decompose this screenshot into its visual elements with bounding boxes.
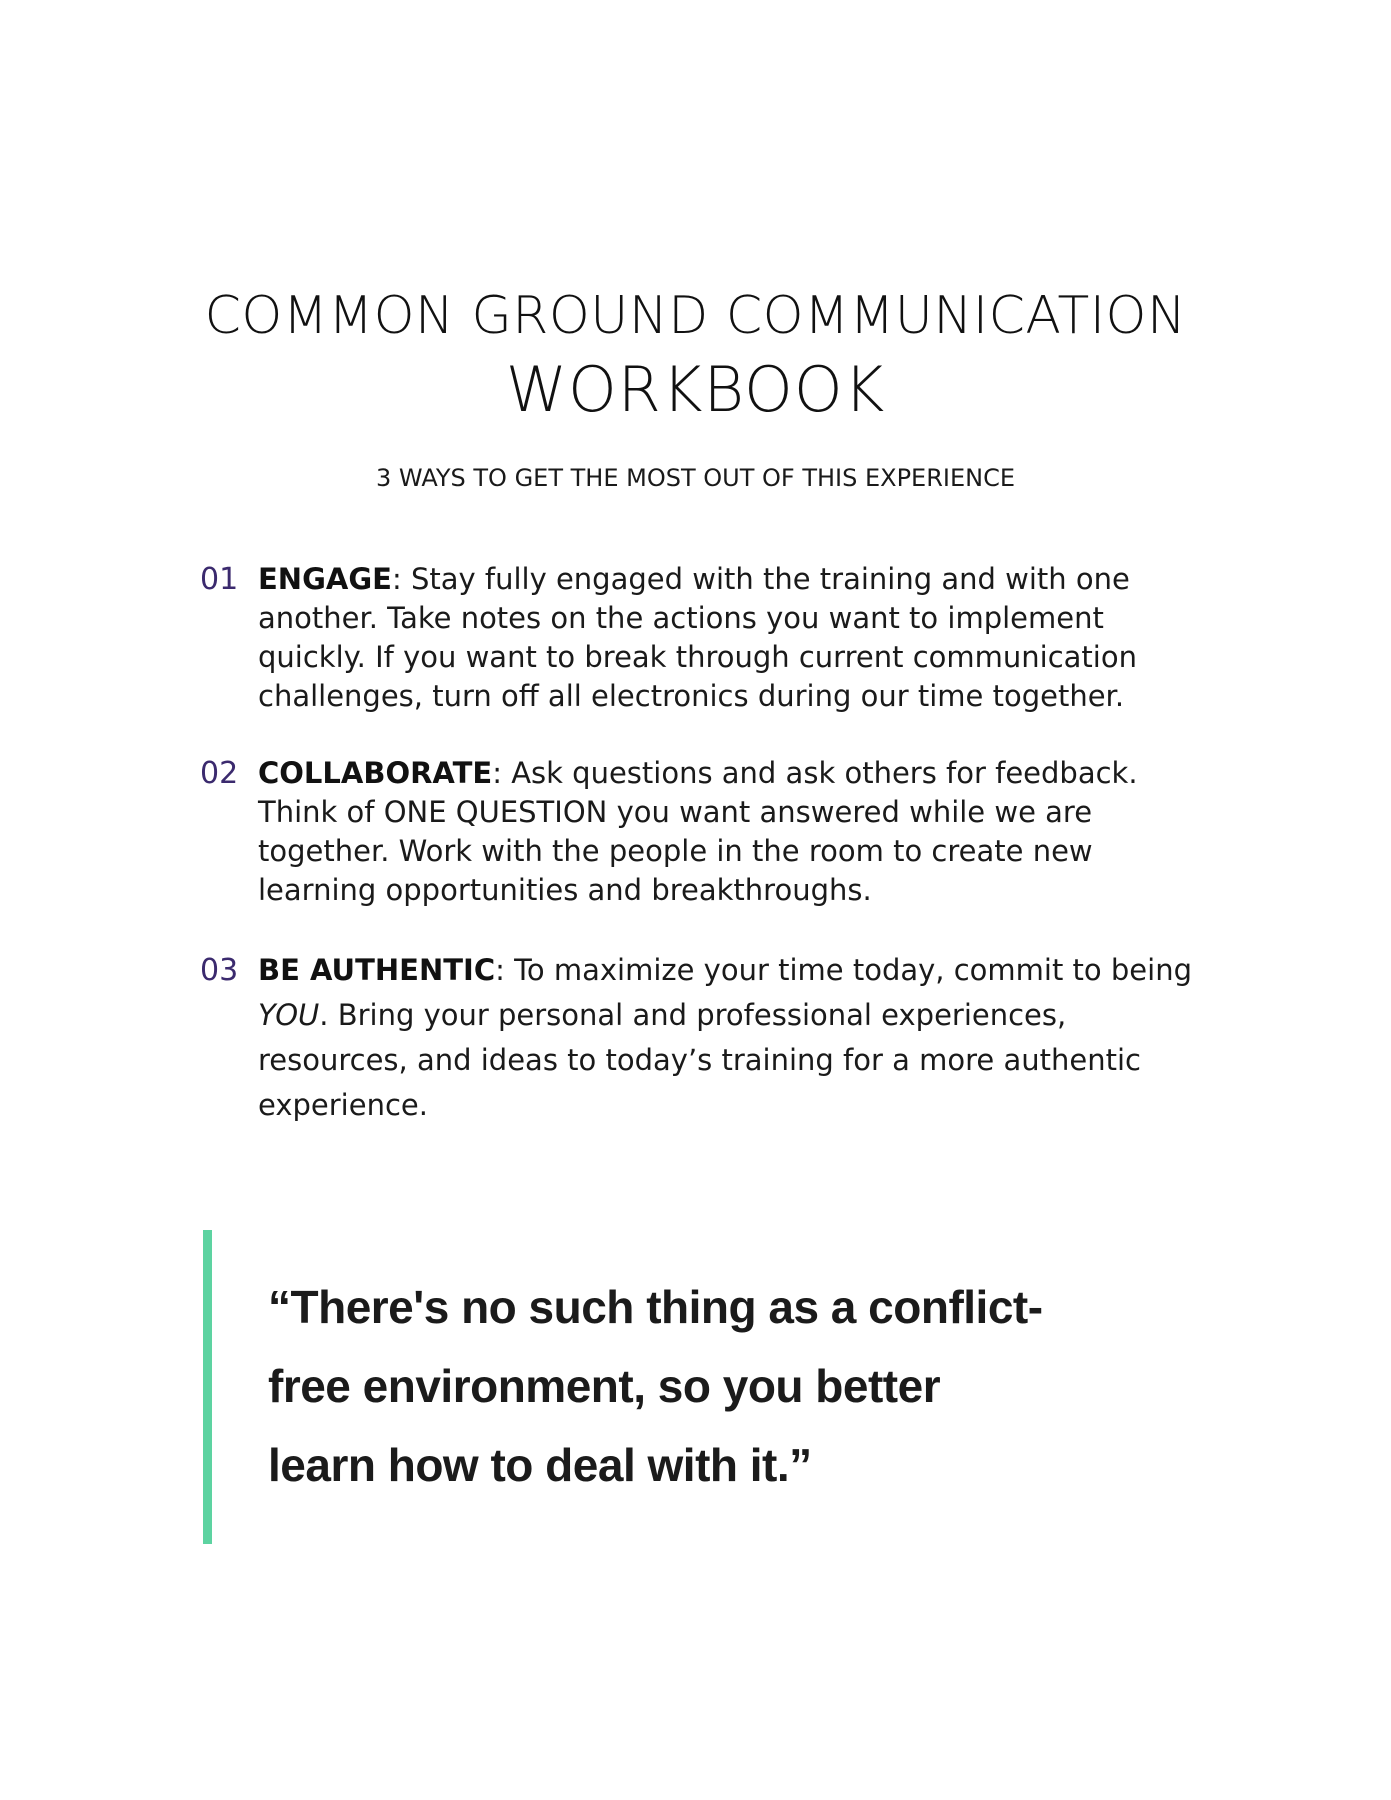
item-description-end: . Bring your personal and professional experiences, resources, and ideas to today’s training for a more authentic experience. <box>258 998 1141 1122</box>
list-item-be-authentic <box>200 948 1220 1128</box>
item-number: 02 <box>200 756 239 791</box>
item-body <box>258 754 1220 910</box>
item-description: : Ask questions and ask others for feedback. Think of ONE QUESTION you want answered while we are together. Work with the people in the room to create new learning opportunities and breakthroughs. <box>258 756 1138 907</box>
page-subtitle: 3 WAYS TO GET THE MOST OUT OF THIS EXPERIENCE <box>376 464 1015 492</box>
item-label: BE AUTHENTIC <box>258 953 496 987</box>
item-number: 01 <box>200 562 239 597</box>
item-emphasis: YOU <box>258 998 320 1032</box>
pull-quote <box>268 1268 1148 1505</box>
quote-accent-bar <box>203 1230 212 1544</box>
page-title-workbook: WORKBOOK <box>505 353 886 426</box>
quote-line-3: learn how to deal with it.” <box>268 1439 812 1491</box>
quote-line-2: free environment, so you better <box>268 1360 941 1412</box>
item-label: ENGAGE <box>258 562 392 596</box>
quote-line-1: “There's no such thing as a conflict- <box>268 1281 1043 1333</box>
item-body <box>258 948 1220 1128</box>
page-title: COMMON GROUND COMMUNICATION <box>204 286 1187 346</box>
item-number: 03 <box>200 953 239 988</box>
item-description: : Stay fully engaged with the training and with one another. Take notes on the actions you want to implement quickly. If you want to break through current communication challenges, turn off all electronics during our time together. <box>258 562 1137 713</box>
item-label: COLLABORATE <box>258 756 493 790</box>
item-body <box>258 560 1220 716</box>
ways-list <box>200 560 1220 1166</box>
list-item-collaborate <box>200 754 1220 910</box>
item-description-start: : To maximize your time today, commit to being <box>495 953 1192 987</box>
list-item-engage <box>200 560 1220 716</box>
